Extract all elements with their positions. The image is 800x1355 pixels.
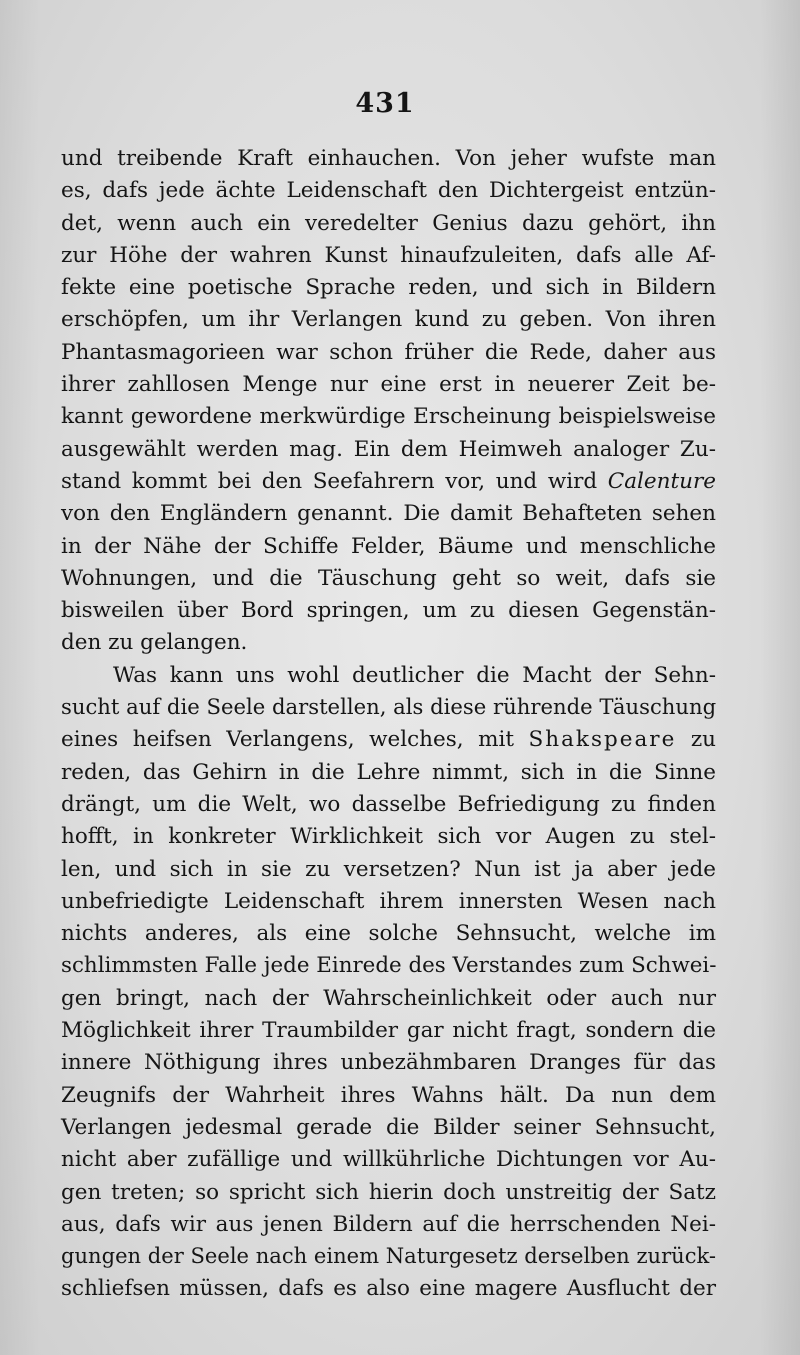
text-line: Verlangen jedesmal gerade die Bilder seiner Sehnsucht, [61,1114,716,1140]
text-line: in der Nähe der Schiffe Felder, Bäume und menschliche [61,533,716,559]
text-line: ihrer zahllosen Menge nur eine erst in neuerer Zeit be- [61,372,716,398]
page-edge-shadow-left [0,0,40,1355]
text-line: hofft, in konkreter Wirklichkeit sich vor Augen zu stel- [61,824,716,850]
text-line: eines heifsen Verlangens, welches, mit Shakspeare zu [61,727,716,753]
text-line: aus, dafs wir aus jenen Bildern auf die herrschenden Nei- [61,1211,716,1237]
text-line: unbefriedigte Leidenschaft ihrem innersten Wesen nach [61,888,716,914]
text-line: det, wenn auch ein veredelter Genius dazu gehört, ihn [61,210,716,236]
text-line: es, dafs jede ächte Leidenschaft den Dichtergeist entzün- [61,178,716,204]
text-line: schlimmsten Falle jede Einrede des Verstandes zum Schwei- [61,953,717,979]
spaced-name: Shakspeare [528,727,677,753]
text-line: innere Nöthigung ihres unbezähmbaren Dranges für das [61,1050,716,1076]
text-line: ausgewählt werden mag. Ein dem Heimweh analoger Zu- [61,436,716,462]
text-line: den zu gelangen. [61,630,248,656]
text-line: bisweilen über Bord springen, um zu diesen Gegenstän- [61,598,716,624]
text-line: stand kommt bei den Seefahrern vor, und wird Calenture [61,468,716,494]
text-line: nichts anderes, als eine solche Sehnsucht, welche im [61,921,716,947]
emphasized-term: Calenture [607,468,716,494]
text-line: reden, das Gehirn in die Lehre nimmt, sich in die Sinne [61,759,716,785]
text-line: von den Engländern genannt. Die damit Behafteten sehen [61,501,716,527]
page-number: 431 [355,88,415,119]
text-line: gungen der Seele nach einem Naturgesetz derselben zurück- [61,1244,716,1270]
text-line: Phantasmagorieen war schon früher die Rede, daher aus [61,339,716,365]
text-line: Zeugnifs der Wahrheit ihres Wahns hält. Da nun dem [61,1082,716,1108]
text-line: gen bringt, nach der Wahrscheinlichkeit oder auch nur [61,985,716,1011]
text-line: fekte eine poetische Sprache reden, und sich in Bildern [61,275,716,301]
page-edge-shadow-right [760,0,800,1355]
text-line: gen treten; so spricht sich hierin doch unstreitig der Satz [61,1179,716,1205]
body-text [61,143,716,1306]
text-line: schliefsen müssen, dafs es also eine magere Ausflucht der [61,1276,716,1302]
text-line: nicht aber zufällige und willkührliche Dichtungen vor Au- [61,1147,716,1173]
text-line: len, und sich in sie zu versetzen? Nun ist ja aber jede [61,856,716,882]
text-line: kannt gewordene merkwürdige Erscheinung beispielsweise [61,404,716,430]
text-line: sucht auf die Seele darstellen, als diese rührende Täuschung [61,695,717,721]
text-line: Wohnungen, und die Täuschung geht so weit, dafs sie [61,565,716,591]
text-line: drängt, um die Welt, wo dasselbe Befriedigung zu finden [61,791,716,817]
text-line: Was kann uns wohl deutlicher die Macht der Sehn- [113,662,716,688]
text-line: erschöpfen, um ihr Verlangen kund zu geben. Von ihren [61,307,716,333]
text-line: und treibende Kraft einhauchen. Von jeher wufste man [61,146,716,171]
text-line: Möglichkeit ihrer Traumbilder gar nicht fragt, sondern die [61,1018,716,1044]
text-line: zur Höhe der wahren Kunst hinaufzuleiten, dafs alle Af- [61,242,716,268]
